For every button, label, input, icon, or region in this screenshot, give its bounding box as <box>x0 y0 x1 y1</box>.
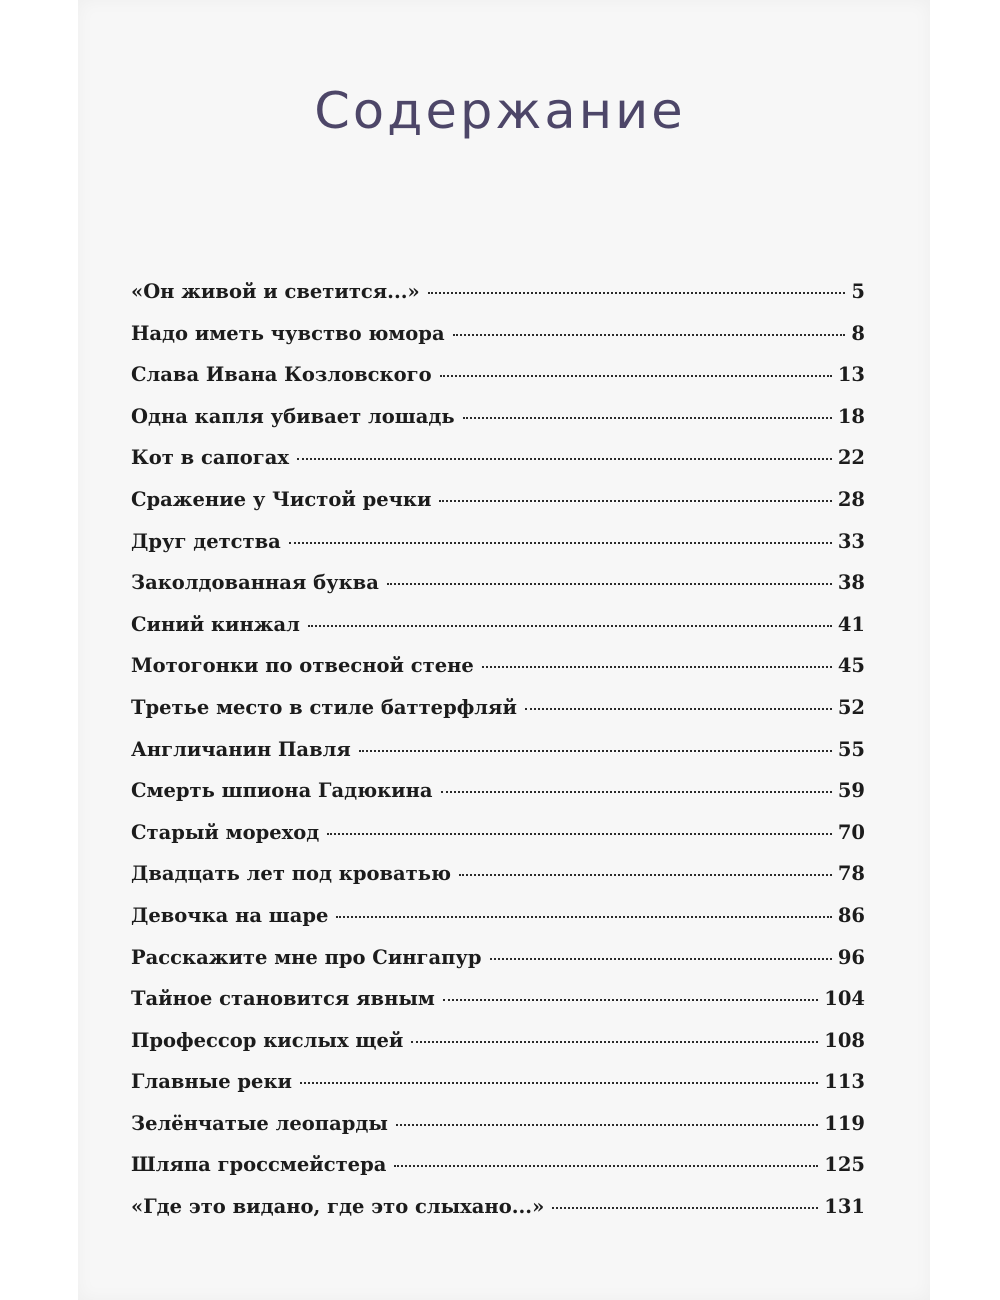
toc-entry <box>131 488 865 530</box>
toc-entry-title: Двадцать лет под кроватью <box>131 862 451 886</box>
toc-entry-title: Надо иметь чувство юмора <box>131 321 445 345</box>
toc-entry-title: Девочка на шаре <box>131 903 329 927</box>
dot-leader <box>336 916 831 918</box>
toc-entry-page-number: 131 <box>824 1195 865 1219</box>
toc-entry-page-number: 38 <box>837 571 865 595</box>
dot-leader <box>359 750 832 752</box>
toc-entry-page-number: 113 <box>824 1070 865 1094</box>
toc-entry <box>131 946 865 988</box>
dot-leader <box>308 625 832 627</box>
toc-entry-page-number: 8 <box>851 321 865 345</box>
toc-entry <box>131 862 865 904</box>
toc-entry-title: «Он живой и светится...» <box>131 280 420 303</box>
toc-entry-title: Кот в сапогах <box>131 446 289 470</box>
dot-leader <box>396 1124 818 1126</box>
toc-entry-title: Одна капля убивает лошадь <box>131 404 455 428</box>
toc-entry-title: Шляпа гроссмейстера <box>131 1153 387 1177</box>
toc-entry-title: Сражение у Чистой речки <box>131 487 432 511</box>
toc-entry-title: Слава Ивана Козловского <box>131 363 432 387</box>
dot-leader <box>482 666 832 668</box>
toc-entry-page-number: 52 <box>837 695 865 719</box>
toc-entry-page-number: 28 <box>837 487 865 511</box>
toc-entry-page-number: 45 <box>837 654 865 678</box>
toc-entry <box>131 1153 865 1195</box>
toc-entry-page-number: 78 <box>837 862 865 886</box>
toc-entry <box>131 530 865 572</box>
toc-entry-title: Заколдованная буква <box>131 571 379 595</box>
toc-entry <box>131 821 865 863</box>
toc-entry-title: Старый мореход <box>131 820 320 844</box>
toc-entry <box>131 613 865 655</box>
toc-entry-title: Расскажите мне про Сингапур <box>131 945 482 969</box>
toc-entry <box>131 696 865 738</box>
dot-leader <box>443 999 818 1001</box>
toc-entry <box>131 1029 865 1071</box>
dot-leader <box>327 833 832 835</box>
toc-entry <box>131 779 865 821</box>
toc-entry <box>131 1112 865 1154</box>
toc-entry-page-number: 41 <box>837 612 865 636</box>
toc-entry-title: Синий кинжал <box>131 612 300 636</box>
toc-entry <box>131 405 865 447</box>
dot-leader <box>297 458 832 460</box>
dot-leader <box>525 708 832 710</box>
toc-entry-page-number: 33 <box>837 529 865 553</box>
toc-entry <box>131 738 865 780</box>
toc-entry-page-number: 104 <box>824 987 865 1011</box>
toc-entry-page-number: 59 <box>837 779 865 803</box>
dot-leader <box>441 791 832 793</box>
dot-leader <box>394 1165 818 1167</box>
page-title: Содержание <box>314 82 686 140</box>
toc-entry-page-number: 96 <box>837 945 865 969</box>
dot-leader <box>440 375 832 377</box>
dot-leader <box>459 874 832 876</box>
toc-entry <box>131 280 865 322</box>
toc-entry-title: «Где это видано, где это слыхано...» <box>131 1195 545 1219</box>
toc-entry <box>131 571 865 613</box>
toc-entry-title: Мотогонки по отвесной стене <box>131 654 474 678</box>
toc-entry <box>131 363 865 405</box>
toc-entry-page-number: 108 <box>824 1028 865 1052</box>
toc-entry <box>131 1195 865 1237</box>
toc-entry-page-number: 13 <box>837 363 865 387</box>
table-of-contents <box>131 280 865 1237</box>
dot-leader <box>552 1207 818 1209</box>
toc-entry <box>131 322 865 364</box>
toc-entry-page-number: 22 <box>837 446 865 470</box>
dot-leader <box>490 958 832 960</box>
toc-entry-title: Профессор кислых щей <box>131 1028 404 1052</box>
toc-entry-page-number: 18 <box>837 404 865 428</box>
toc-entry <box>131 904 865 946</box>
toc-entry-title: Друг детства <box>131 529 281 553</box>
toc-entry-title: Главные реки <box>131 1070 292 1094</box>
dot-leader <box>387 583 832 585</box>
toc-entry-title: Зелёнчатые леопарды <box>131 1111 388 1135</box>
toc-entry <box>131 446 865 488</box>
toc-entry-page-number: 55 <box>837 737 865 761</box>
toc-entry-title: Тайное становится явным <box>131 987 435 1011</box>
toc-entry <box>131 1070 865 1112</box>
toc-entry-page-number: 70 <box>837 820 865 844</box>
toc-entry-title: Смерть шпиона Гадюкина <box>131 779 433 803</box>
dot-leader <box>300 1082 818 1084</box>
dot-leader <box>463 417 832 419</box>
toc-entry <box>131 654 865 696</box>
toc-entry-page-number: 119 <box>824 1111 865 1135</box>
toc-entry-title: Англичанин Павля <box>131 737 351 761</box>
dot-leader <box>289 542 832 544</box>
dot-leader <box>411 1041 818 1043</box>
toc-entry <box>131 987 865 1029</box>
dot-leader <box>453 334 846 336</box>
toc-entry-page-number: 125 <box>824 1153 865 1177</box>
toc-entry-page-number: 5 <box>851 280 865 303</box>
toc-entry-page-number: 86 <box>837 903 865 927</box>
dot-leader <box>439 500 831 502</box>
toc-entry-title: Третье место в стиле баттерфляй <box>131 695 517 719</box>
dot-leader <box>428 292 846 294</box>
